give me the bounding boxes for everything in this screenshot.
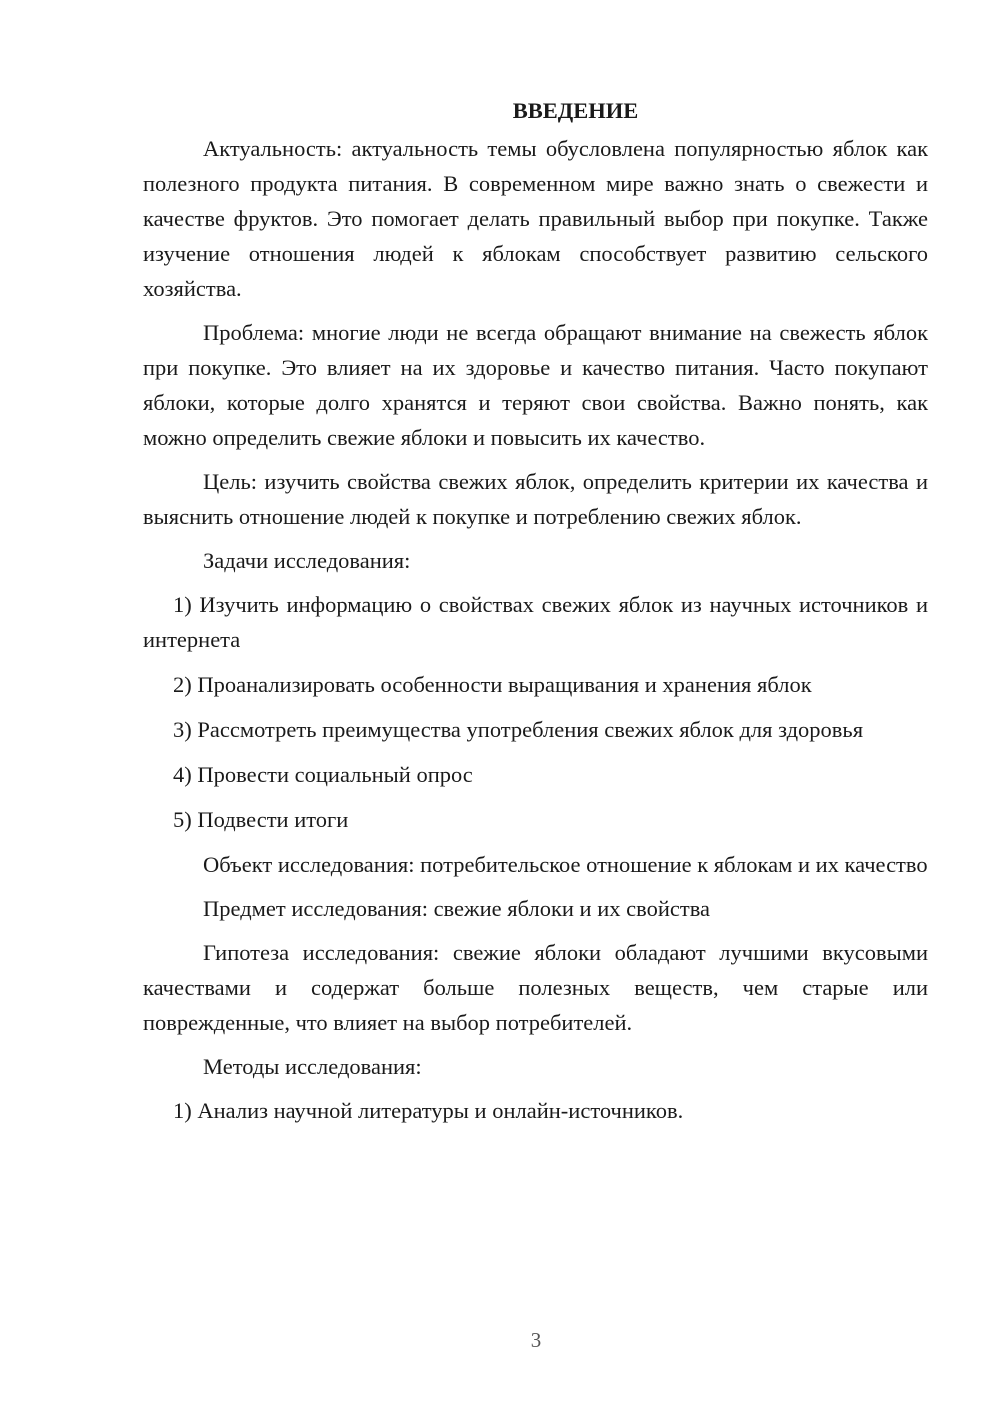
page-number: 3 [530, 1328, 542, 1352]
tasks-title: Задачи исследования: [203, 548, 411, 573]
goal-paragraph: Цель: изучить свойства свежих яблок, определить критерии их качества и выяснить отношение людей к покупке и потреблению свежих яблок. [143, 469, 928, 529]
task-item-5: 5) Подвести итоги [173, 807, 349, 832]
task-item-1: 1) Изучить информацию о свойствах свежих яблок из научных источников и интернета [143, 592, 928, 652]
task-item-2: 2) Проанализировать особенности выращивания и хранения яблок [173, 672, 812, 697]
task-item-4: 4) Провести социальный опрос [173, 762, 473, 787]
page-content [143, 92, 928, 1138]
methods-title: Методы исследования: [203, 1054, 422, 1079]
method-item-1: 1) Анализ научной литературы и онлайн-источников. [173, 1098, 684, 1123]
object-paragraph: Объект исследования: потребительское отношение к яблокам и их качество [203, 852, 928, 877]
problem-paragraph: Проблема: многие люди не всегда обращают внимание на свежесть яблок при покупке. Это влияет на их здоровье и качество питания. Часто покупают яблоки, которые долго хранятся и теряют свои свойства. Важно понять, как можно определить свежие яблоки и повысить их качество. [143, 320, 928, 450]
relevance-paragraph: Актуальность: актуальность темы обусловлена популярностью яблок как полезного продукта питания. В современном мире важно знать о свежести и качестве фруктов. Это помогает делать правильный выбор при покупке. Также изучение отношения людей к яблокам способствует развитию сельского хозяйства. [143, 136, 928, 301]
subject-paragraph: Предмет исследования: свежие яблоки и их свойства [203, 896, 711, 921]
page-title: ВВЕДЕНИЕ [512, 98, 639, 123]
hypothesis-paragraph: Гипотеза исследования: свежие яблоки обладают лучшими вкусовыми качествами и содержат больше полезных веществ, чем старые или поврежденные, что влияет на выбор потребителей. [143, 940, 928, 1035]
task-item-3: 3) Рассмотреть преимущества употребления свежих яблок для здоровья [173, 717, 864, 742]
